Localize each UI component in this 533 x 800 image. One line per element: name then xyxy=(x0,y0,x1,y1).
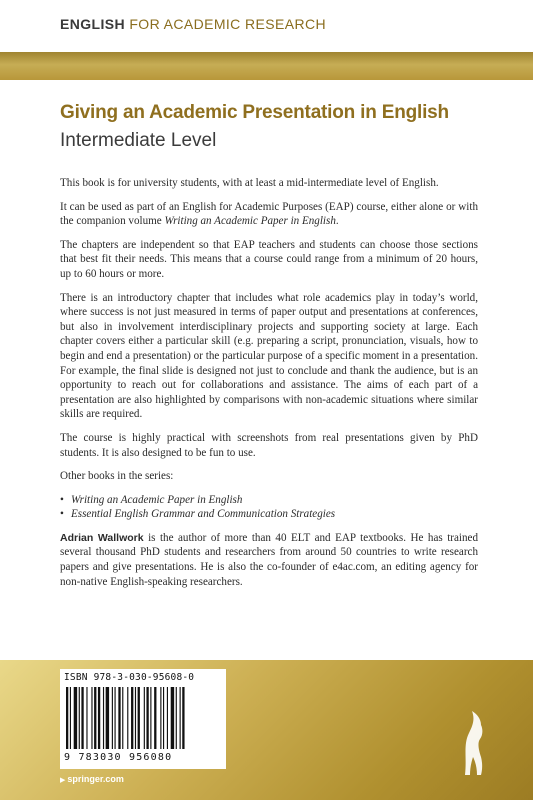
arrow-right-icon: ▶ xyxy=(60,777,66,784)
series-header xyxy=(0,0,533,52)
top-gold-band xyxy=(0,52,533,80)
website-label: springer.com xyxy=(67,774,124,784)
other-book-item: • Writing an Academic Paper in English xyxy=(60,493,478,508)
companion-title: Writing an Academic Paper in English xyxy=(164,215,336,228)
series-name-bold: ENGLISH xyxy=(60,16,126,32)
paragraph-audience: This book is for university students, with at least a mid-intermediate level of English. xyxy=(60,177,439,189)
other-book-item: • Essential English Grammar and Communication Strategies xyxy=(60,507,478,522)
author-name: Adrian Wallwork xyxy=(60,531,144,544)
paragraph-usage-text: It can be used as part of an English for Academic Purposes (EAP) course, either alone or with the companion volume xyxy=(60,200,478,228)
barcode-icon xyxy=(64,687,222,751)
isbn-label: ISBN 978-3-030-95608-0 xyxy=(64,672,195,683)
paragraph-chapters: The chapters are independent so that EAP teachers and students can choose those sections that best fit their needs. This means that a course could range from a minimum of 20 hours, up to 60 hours or more. xyxy=(60,238,478,280)
other-books-label: Other books in the series: xyxy=(60,470,174,483)
paragraph-usage xyxy=(60,200,478,229)
series-name-rest: FOR ACADEMIC RESEARCH xyxy=(129,16,326,32)
paragraph-practical: The course is highly practical with screenshots from real presentations given by PhD students. It is also designed to be fun to use. xyxy=(60,431,478,459)
barcode-box xyxy=(60,669,226,769)
book-title: Giving an Academic Presentation in English xyxy=(60,102,449,123)
other-books-list xyxy=(60,493,478,522)
author-bio-text: is the author of more than 40 ELT and EAP textbooks. He has trained several thousand PhD students and researchers from around 50 countries to write research papers and give presentations. He is also the co-founder of e4ac.com, an editing agency for non-native English-speaking researchers. xyxy=(60,531,479,588)
springer-horse-logo xyxy=(459,705,487,781)
series-name xyxy=(60,16,326,32)
publisher-website[interactable] xyxy=(60,774,124,784)
barcode-digits: 9 783030 956080 xyxy=(64,752,173,763)
paragraph-usage-end: . xyxy=(335,215,339,228)
author-bio xyxy=(60,531,478,589)
book-subtitle: Intermediate Level xyxy=(60,130,217,151)
blurb xyxy=(60,176,478,598)
paragraph-intro: There is an introductory chapter that includes what role academics play in today’s world, where success is not just measured in terms of paper output and presentations at conferences, but also in involvement interdisciplinary projects and supporting society at large. Each chapter covers either a particular skill (e.g. preparing a script, pronunciation, visuals, how to begin and end a presentation) or the particular purpose of a specific moment in a presentation. For example, the final slide is designed not just to conclude and thank the audience, but is an opportunity to reach out for collaborations and assistance. The aims of each part of a presentation are also highlighted by comparisons with non-academic situations where similar skills are required. xyxy=(60,291,478,421)
